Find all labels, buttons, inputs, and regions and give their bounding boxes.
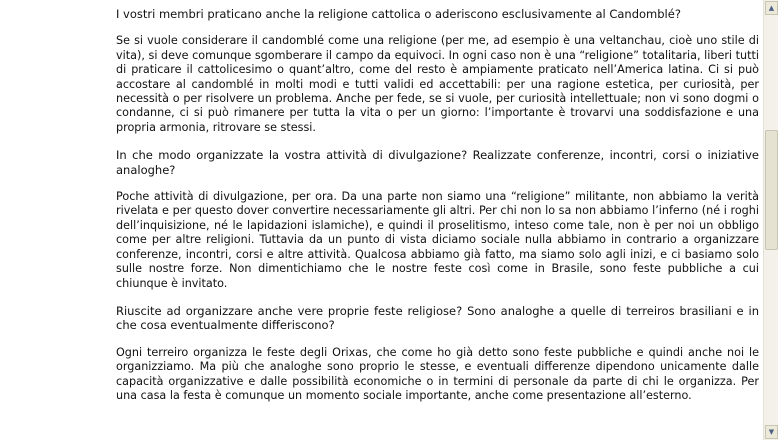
scroll-up-icon[interactable]: ▲ [765, 1, 778, 15]
question-paragraph: I vostri membri praticano anche la religione cattolica o aderiscono esclusivamente al Candomblé? [116, 7, 681, 21]
answer-paragraph: Ogni terreiro organizza le feste degli Orixas, che come ho già detto sono feste pubbliche e quindi anche noi le organizziamo. Ma più che analoghe sono proprio le stesse, e eventuali differenze dipendono unicamente dalle capacità organizzative e dalle possibilità economiche o in termini di personale da parte di chi le organizza. Per una casa la festa è comunque un momento sociale importante, anche come presentazione all’esterno. [116, 345, 759, 402]
answer-paragraph: Poche attività di divulgazione, per ora. Da una parte non siamo una “religione” militante, non abbiamo la verità rivelata e per questo dover convertire necessariamente gli altri. Per chi non lo sa non abbiamo l’inferno (né i roghi dell’inquisizione, né le lapidazioni islamiche), e quindi il proselitismo, inteso come tale, non è per noi un obbligo come per altre religioni. Tuttavia da un punto di vista diciamo sociale nulla abbiamo in contrario a organizzare conferenze, incontri, corsi e altre attività. Qualcosa abbiamo già fatto, ma siamo solo agli inizi, e ci basiamo solo sulle nostre forze. Non dimentichiamo che le nostre feste così come in Brasile, sono feste pubbliche a cui chiunque è invitato. [116, 190, 759, 290]
answer-paragraph: Se si vuole considerare il candomblé come una religione (per me, ad esempio è una veltanchau, cioè uno stile di vita), si deve comunque sgomberare il campo da equivoci. In ogni caso non è una “religione” totalitaria, liberi tutti di praticare il cattolicesimo o quant’altro, come del resto è ampiamente praticato nell’America latina. Ci si può accostare al candomblé in molti modi e tutti validi ed accettabili: per una ragione estetica, per curiosità, per necessità o per risolvere un problema. Anche per fede, se si vuole, per curiosità intellettuale; non vi sono dogmi o condanne, ci si può rimanere per tutta la vita o per un giorno: l’importante è trovarvi una soddisfazione e una propria armonia, ritrovare se stessi. [116, 34, 759, 134]
question-paragraph: Riuscite ad organizzare anche vere proprie feste religiose? Sono analoghe a quelle di terreiros brasiliani e in che cosa eventualmente differiscono? [116, 303, 759, 333]
vertical-scrollbar[interactable] [763, 0, 778, 440]
question-paragraph: In che modo organizzate la vostra attività di divulgazione? Realizzate conferenze, incontri, corsi o iniziative analoghe? [116, 148, 759, 177]
interview-text [116, 7, 759, 416]
scroll-thumb[interactable] [765, 130, 778, 250]
scroll-down-icon[interactable]: ▼ [765, 425, 778, 439]
